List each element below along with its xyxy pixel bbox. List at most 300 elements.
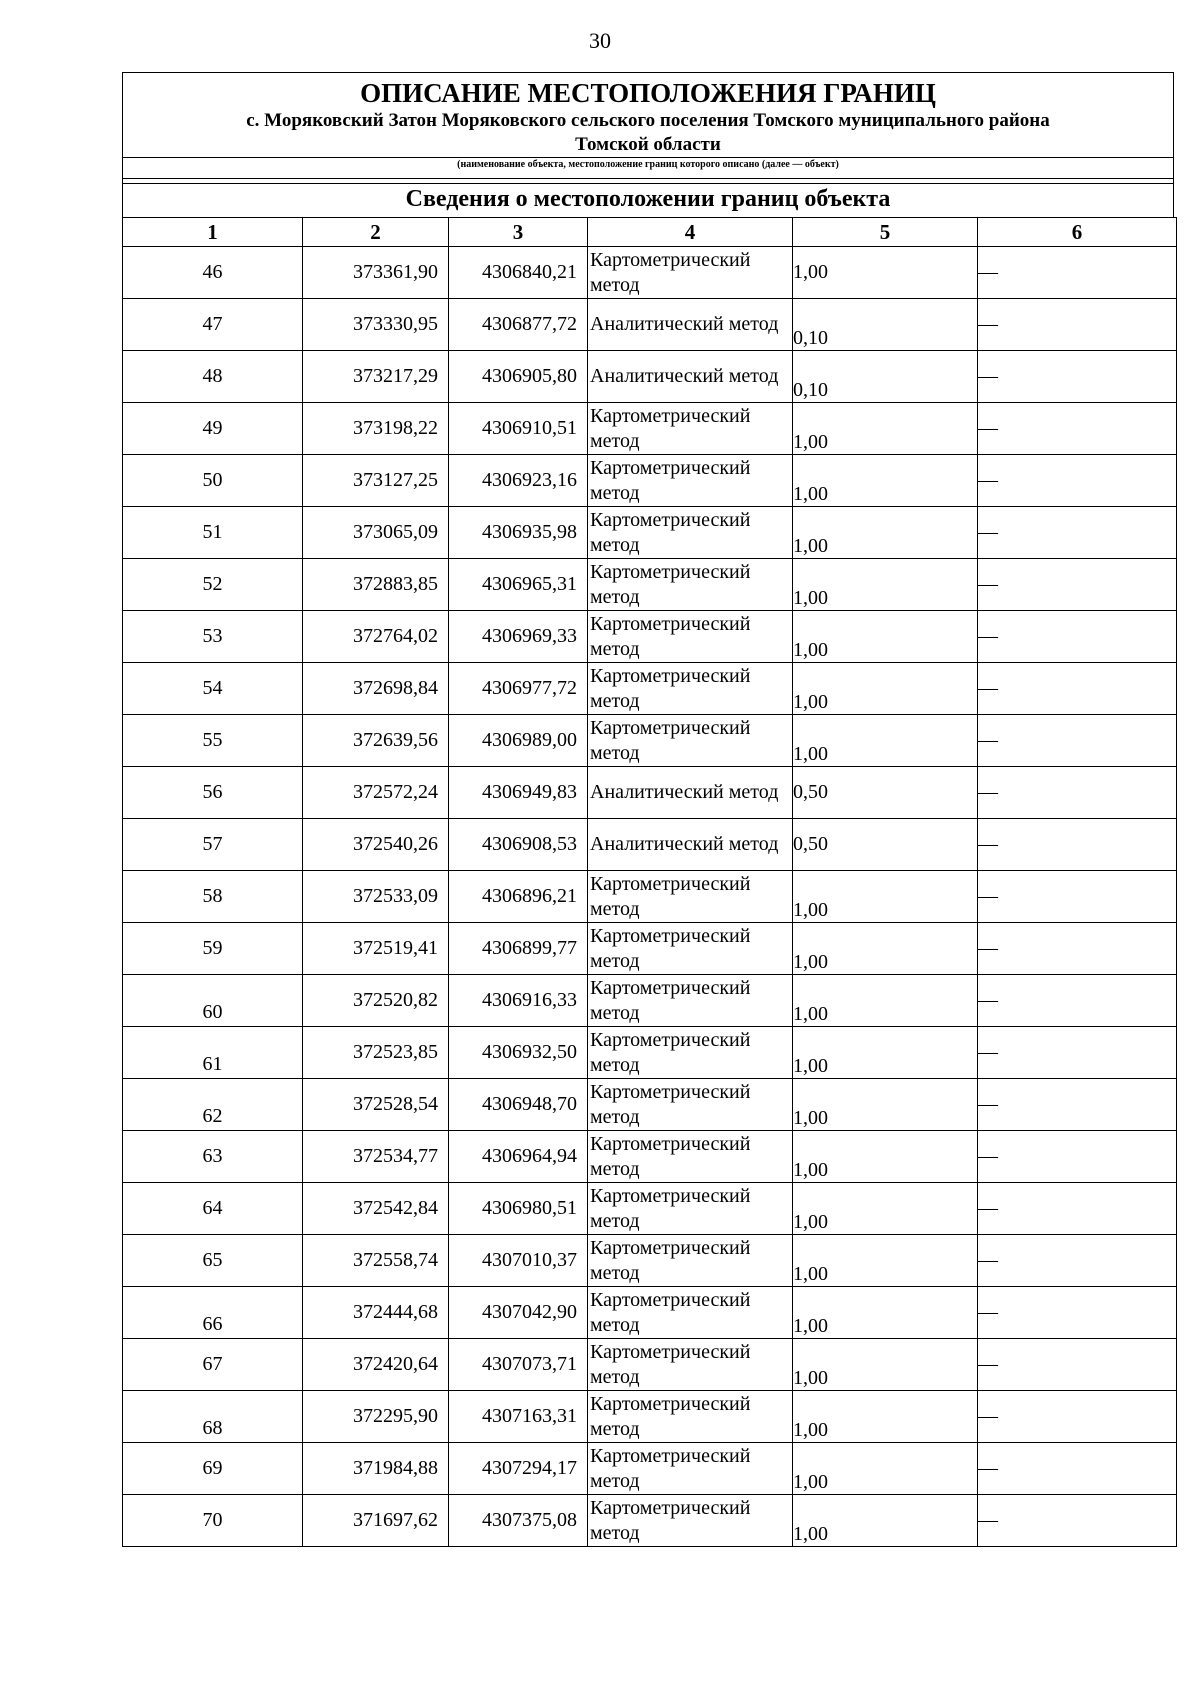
note-value: — [978,781,998,803]
coordinate-x: 371984,88 [353,1457,438,1479]
cell-y [449,663,588,715]
note-value: — [978,1041,998,1063]
object-note: (наименование объекта, местоположение границ которого описано (далее — объект) [123,157,1173,179]
coordinate-y: 4307010,37 [482,1249,577,1271]
cell-point-number [123,1027,303,1079]
cell-y [449,715,588,767]
table-row [123,1027,1177,1079]
table-row [123,1495,1177,1547]
cell-point-number [123,299,303,351]
cell-point-number [123,975,303,1027]
cell-x [303,1183,449,1235]
coordinate-x: 372639,56 [353,729,438,751]
cell-note [978,351,1177,403]
coordinate-x: 372444,68 [353,1301,438,1323]
cell-accuracy [793,975,978,1027]
cell-point-number [123,819,303,871]
note-value: — [978,469,998,491]
note-value: — [978,573,998,595]
point-number: 55 [202,729,223,751]
cell-method [588,1443,793,1495]
cell-note [978,247,1177,299]
method-text: Картометрический метод [590,1444,751,1492]
table-row [123,715,1177,767]
coordinate-x: 373127,25 [353,469,438,491]
cell-note [978,1287,1177,1339]
point-number: 56 [202,781,223,803]
method-text: Картометрический метод [590,1496,751,1544]
accuracy-value: 1,00 [793,1419,828,1441]
coordinate-y: 4306989,00 [482,729,577,751]
cell-accuracy [793,871,978,923]
coordinate-y: 4306949,83 [482,781,577,803]
table-row [123,1287,1177,1339]
cell-accuracy [793,1027,978,1079]
cell-point-number [123,1339,303,1391]
cell-point-number [123,559,303,611]
accuracy-value: 1,00 [793,1315,828,1337]
cell-x [303,871,449,923]
column-header-3: 3 [449,218,588,247]
accuracy-value: 1,00 [793,535,828,557]
cell-y [449,1495,588,1547]
cell-y [449,1339,588,1391]
point-number: 66 [202,1313,223,1335]
cell-note [978,559,1177,611]
cell-x [303,351,449,403]
cell-x [303,1495,449,1547]
cell-y [449,1079,588,1131]
cell-x [303,247,449,299]
coordinate-x: 372542,84 [353,1197,438,1219]
cell-point-number [123,715,303,767]
coordinate-x: 372520,82 [353,989,438,1011]
cell-method [588,1339,793,1391]
cell-method [588,975,793,1027]
cell-point-number [123,1235,303,1287]
table-row [123,1183,1177,1235]
point-number: 58 [202,885,223,907]
table-header-row [123,218,1177,247]
note-value: — [978,1405,998,1427]
cell-y [449,819,588,871]
accuracy-value: 1,00 [793,483,828,505]
coordinate-y: 4306877,72 [482,313,577,335]
cell-y [449,871,588,923]
cell-y [449,403,588,455]
cell-note [978,923,1177,975]
table-row [123,1339,1177,1391]
cell-method [588,611,793,663]
coordinate-y: 4306896,21 [482,885,577,907]
cell-x [303,559,449,611]
method-text: Картометрический метод [590,1340,751,1388]
cell-y [449,1235,588,1287]
note-value: — [978,313,998,335]
cell-x [303,767,449,819]
column-header-4: 4 [588,218,793,247]
table-row [123,1391,1177,1443]
cell-x [303,1287,449,1339]
coordinate-x: 372540,26 [353,833,438,855]
note-value: — [978,677,998,699]
accuracy-value: 0,10 [793,379,828,401]
cell-note [978,1183,1177,1235]
coordinate-x: 372883,85 [353,573,438,595]
coordinate-x: 373065,09 [353,521,438,543]
accuracy-value: 1,00 [793,1263,828,1285]
cell-accuracy [793,507,978,559]
cell-y [449,1287,588,1339]
cell-y [449,1391,588,1443]
coordinate-x: 372558,74 [353,1249,438,1271]
table-row [123,767,1177,819]
table-row [123,507,1177,559]
table-row [123,403,1177,455]
accuracy-value: 1,00 [793,951,828,973]
cell-method [588,1287,793,1339]
coordinate-y: 4306932,50 [482,1041,577,1063]
point-number: 50 [202,469,223,491]
cell-note [978,299,1177,351]
method-text: Картометрический метод [590,716,751,764]
cell-note [978,1443,1177,1495]
cell-point-number [123,1287,303,1339]
method-text: Картометрический метод [590,404,751,452]
table-row [123,1131,1177,1183]
cell-x [303,923,449,975]
cell-note [978,455,1177,507]
cell-accuracy [793,1443,978,1495]
note-value: — [978,1457,998,1479]
cell-point-number [123,1495,303,1547]
point-number: 64 [202,1197,223,1219]
cell-note [978,1391,1177,1443]
coordinate-y: 4307073,71 [482,1353,577,1375]
coordinate-y: 4306980,51 [482,1197,577,1219]
accuracy-value: 0,10 [793,327,828,349]
coordinate-y: 4306916,33 [482,989,577,1011]
coordinate-y: 4306948,70 [482,1093,577,1115]
cell-y [449,299,588,351]
note-value: — [978,729,998,751]
document-frame [122,72,1174,1547]
cell-accuracy [793,1391,978,1443]
cell-note [978,1131,1177,1183]
cell-y [449,611,588,663]
cell-x [303,1131,449,1183]
coordinate-y: 4306899,77 [482,937,577,959]
table-row [123,923,1177,975]
coordinate-y: 4307163,31 [482,1405,577,1427]
coordinate-x: 373361,90 [353,261,438,283]
cell-point-number [123,923,303,975]
cell-x [303,1027,449,1079]
coordinate-x: 372534,77 [353,1145,438,1167]
cell-accuracy [793,1079,978,1131]
cell-point-number [123,1391,303,1443]
note-value: — [978,1301,998,1323]
cell-method [588,559,793,611]
accuracy-value: 0,50 [793,781,828,803]
cell-method [588,1235,793,1287]
accuracy-value: 1,00 [793,639,828,661]
document-subtitle-line2: Томской области [575,134,721,155]
cell-accuracy [793,455,978,507]
accuracy-value: 1,00 [793,1159,828,1181]
cell-x [303,611,449,663]
accuracy-value: 0,50 [793,833,828,855]
method-text: Картометрический метод [590,1288,751,1336]
point-number: 69 [202,1457,223,1479]
method-text: Аналитический метод [590,781,779,803]
cell-point-number [123,1183,303,1235]
method-text: Картометрический метод [590,248,751,296]
cell-method [588,455,793,507]
cell-point-number [123,1443,303,1495]
coordinate-x: 372764,02 [353,625,438,647]
cell-accuracy [793,559,978,611]
coordinate-y: 4307375,08 [482,1509,577,1531]
accuracy-value: 1,00 [793,431,828,453]
cell-x [303,1339,449,1391]
cell-accuracy [793,1183,978,1235]
method-text: Картометрический метод [590,872,751,920]
cell-y [449,1443,588,1495]
accuracy-value: 1,00 [793,587,828,609]
coordinate-x: 373330,95 [353,313,438,335]
cell-note [978,975,1177,1027]
cell-note [978,403,1177,455]
point-number: 67 [202,1353,223,1375]
cell-accuracy [793,715,978,767]
cell-method [588,247,793,299]
point-number: 60 [202,1001,223,1023]
table-row [123,871,1177,923]
cell-method [588,403,793,455]
cell-method [588,1183,793,1235]
cell-y [449,247,588,299]
cell-accuracy [793,767,978,819]
coordinate-x: 372698,84 [353,677,438,699]
point-number: 61 [202,1053,223,1075]
cell-x [303,507,449,559]
accuracy-value: 1,00 [793,1523,828,1545]
cell-x [303,1079,449,1131]
point-number: 68 [202,1417,223,1439]
cell-method [588,1131,793,1183]
cell-y [449,1183,588,1235]
cell-x [303,663,449,715]
coordinate-y: 4306965,31 [482,573,577,595]
note-value: — [978,261,998,283]
cell-accuracy [793,1235,978,1287]
cell-method [588,663,793,715]
cell-point-number [123,871,303,923]
table-row [123,611,1177,663]
cell-note [978,767,1177,819]
table-row [123,351,1177,403]
cell-accuracy [793,819,978,871]
cell-note [978,1235,1177,1287]
cell-point-number [123,1131,303,1183]
method-text: Картометрический метод [590,1184,751,1232]
point-number: 62 [202,1105,223,1127]
column-header-5: 5 [793,218,978,247]
cell-point-number [123,611,303,663]
cell-note [978,1079,1177,1131]
coordinate-y: 4307042,90 [482,1301,577,1323]
point-number: 54 [202,677,223,699]
method-text: Картометрический метод [590,612,751,660]
table-body [123,247,1177,1547]
accuracy-value: 1,00 [793,1003,828,1025]
point-number: 52 [202,573,223,595]
point-number: 49 [202,417,223,439]
coordinate-y: 4306908,53 [482,833,577,855]
cell-y [449,1027,588,1079]
cell-method [588,767,793,819]
method-text: Картометрический метод [590,560,751,608]
accuracy-value: 1,00 [793,1367,828,1389]
coordinate-y: 4306935,98 [482,521,577,543]
note-value: — [978,1093,998,1115]
cell-x [303,403,449,455]
cell-method [588,299,793,351]
method-text: Картометрический метод [590,456,751,504]
table-row [123,299,1177,351]
coordinate-y: 4306969,33 [482,625,577,647]
cell-point-number [123,663,303,715]
cell-point-number [123,455,303,507]
cell-note [978,871,1177,923]
note-value: — [978,1353,998,1375]
note-value: — [978,1145,998,1167]
cell-method [588,1391,793,1443]
page-number: 30 [589,28,611,53]
cell-accuracy [793,1495,978,1547]
cell-accuracy [793,403,978,455]
note-value: — [978,833,998,855]
cell-method [588,871,793,923]
accuracy-value: 1,00 [793,1055,828,1077]
cell-accuracy [793,247,978,299]
coordinate-x: 372295,90 [353,1405,438,1427]
accuracy-value: 1,00 [793,1211,828,1233]
cell-method [588,351,793,403]
cell-y [449,351,588,403]
table-row [123,975,1177,1027]
accuracy-value: 1,00 [793,1471,828,1493]
point-number: 70 [202,1509,223,1531]
note-value: — [978,1197,998,1219]
cell-method [588,923,793,975]
cell-y [449,1131,588,1183]
cell-y [449,455,588,507]
cell-method [588,1027,793,1079]
coordinate-x: 372533,09 [353,885,438,907]
coordinate-y: 4307294,17 [482,1457,577,1479]
point-number: 48 [202,365,223,387]
point-number: 47 [202,313,223,335]
cell-note [978,1339,1177,1391]
table-row [123,559,1177,611]
accuracy-value: 1,00 [793,261,828,283]
cell-y [449,923,588,975]
cell-accuracy [793,663,978,715]
coordinate-y: 4306905,80 [482,365,577,387]
table-row [123,819,1177,871]
method-text: Картометрический метод [590,1236,751,1284]
note-value: — [978,625,998,647]
accuracy-value: 1,00 [793,1107,828,1129]
note-value: — [978,365,998,387]
coordinate-x: 371697,62 [353,1509,438,1531]
cell-note [978,715,1177,767]
method-text: Картометрический метод [590,1392,751,1440]
table-row [123,1443,1177,1495]
accuracy-value: 1,00 [793,743,828,765]
coordinate-x: 372523,85 [353,1041,438,1063]
cell-x [303,455,449,507]
point-number: 65 [202,1249,223,1271]
method-text: Картометрический метод [590,924,751,972]
cell-method [588,1495,793,1547]
cell-point-number [123,351,303,403]
point-number: 63 [202,1145,223,1167]
method-text: Аналитический метод [590,365,779,387]
accuracy-value: 1,00 [793,691,828,713]
note-value: — [978,521,998,543]
cell-y [449,975,588,1027]
coordinate-y: 4306964,94 [482,1145,577,1167]
document-subtitle-line1: с. Моряковский Затон Моряковского сельского поселения Томского муниципального района [246,110,1050,131]
cell-note [978,1495,1177,1547]
note-value: — [978,885,998,907]
cell-accuracy [793,1339,978,1391]
point-number: 53 [202,625,223,647]
point-number: 51 [202,521,223,543]
document-title: ОПИСАНИЕ МЕСТОПОЛОЖЕНИЯ ГРАНИЦ [360,78,936,108]
cell-note [978,663,1177,715]
cell-x [303,1391,449,1443]
method-text: Аналитический метод [590,833,779,855]
cell-note [978,611,1177,663]
coordinate-y: 4306840,21 [482,261,577,283]
accuracy-value: 1,00 [793,899,828,921]
coordinate-x: 373198,22 [353,417,438,439]
cell-accuracy [793,923,978,975]
cell-note [978,819,1177,871]
cell-method [588,819,793,871]
cell-point-number [123,507,303,559]
cell-x [303,715,449,767]
coordinate-x: 372528,54 [353,1093,438,1115]
column-header-1: 1 [123,218,303,247]
cell-note [978,507,1177,559]
method-text: Картометрический метод [590,1080,751,1128]
cell-x [303,819,449,871]
point-number: 57 [202,833,223,855]
table-row [123,455,1177,507]
coordinate-x: 372519,41 [353,937,438,959]
note-value: — [978,1249,998,1271]
table-row [123,1235,1177,1287]
coordinate-x: 372572,24 [353,781,438,803]
cell-point-number [123,767,303,819]
note-value: — [978,937,998,959]
cell-note [978,1027,1177,1079]
